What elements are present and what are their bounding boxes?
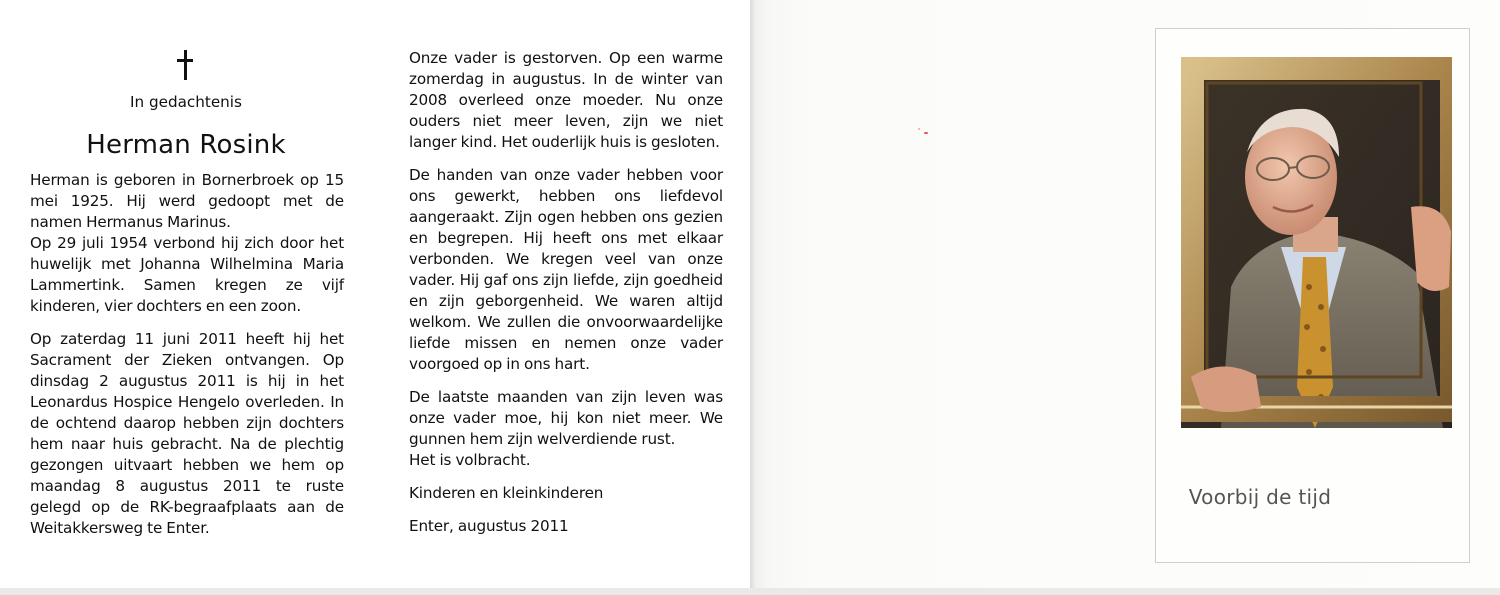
fold-line <box>750 0 756 595</box>
closing-line: Het is volbracht. <box>409 451 531 469</box>
deceased-name: Herman Rosink <box>86 130 286 160</box>
biography-paragraph: Op zaterdag 11 juni 2011 heeft hij het Sacrament der Zieken ontvangen. Op dinsdag 2 augustus 2011 is hij in het Leonardus Hospice Hengelo overleden. In de ochtend daarop hebben zijn dochters hem naar huis gebracht. Na de plechtig gezongen uitvaart hebben we hem op maandag 8 augustus 2011 te ruste gelegd op de RK-begraafplaats aan de Weitakkersweg te Enter. <box>30 330 344 537</box>
portrait-photo <box>1181 57 1452 428</box>
biography-paragraph: Op 29 juli 1954 verbond hij zich door het huwelijk met Johanna Wilhelmina Maria Lammertink. Samen kregen ze vijf kinderen, vier dochters en een zoon. <box>30 234 344 315</box>
reflection-paragraph: De handen van onze vader hebben voor ons gewerkt, hebben ons liefdevol aangeraakt. Zijn ogen hebben ons gezien en begrepen. Hij heeft ons met elkaar verbonden. We kregen veel van onze vader. Hij gaf ons zijn liefde, zijn goedheid en zijn geborgenheid. We waren altijd welkom. We zullen die onvoorwaardelijke liefde missen en nemen onze vader voorgoed op in ons hart. <box>409 166 723 373</box>
portrait-illustration <box>1181 57 1452 428</box>
cover-motto: Voorbij de tijd <box>1188 485 1332 509</box>
in-memory-heading: In gedachtenis <box>130 93 242 111</box>
ink-speck <box>918 128 920 130</box>
reflection-paragraph: Onze vader is gestorven. Op een warme zomerdag in augustus. In de winter van 2008 overleed onze moeder. Nu onze ouders niet meer leven, zijn we niet langer kind. Het ouderlijk huis is gesloten. <box>409 49 723 151</box>
scan-edge <box>0 588 1500 595</box>
biography-column <box>30 170 344 539</box>
signature-line: Kinderen en kleinkinderen <box>409 484 604 502</box>
biography-paragraph: Herman is geboren in Bornerbroek op 15 mei 1925. Hij werd gedoopt met de namen Hermanus Marinus. <box>30 171 344 231</box>
cross-icon <box>175 50 195 84</box>
ink-speck <box>924 132 928 134</box>
reflection-paragraph: De laatste maanden van zijn leven was onze vader moe, hij kon niet meer. We gunnen hem zijn welverdiende rust. <box>409 388 723 448</box>
place-date-line: Enter, augustus 2011 <box>409 517 569 535</box>
reflection-column <box>409 48 723 537</box>
